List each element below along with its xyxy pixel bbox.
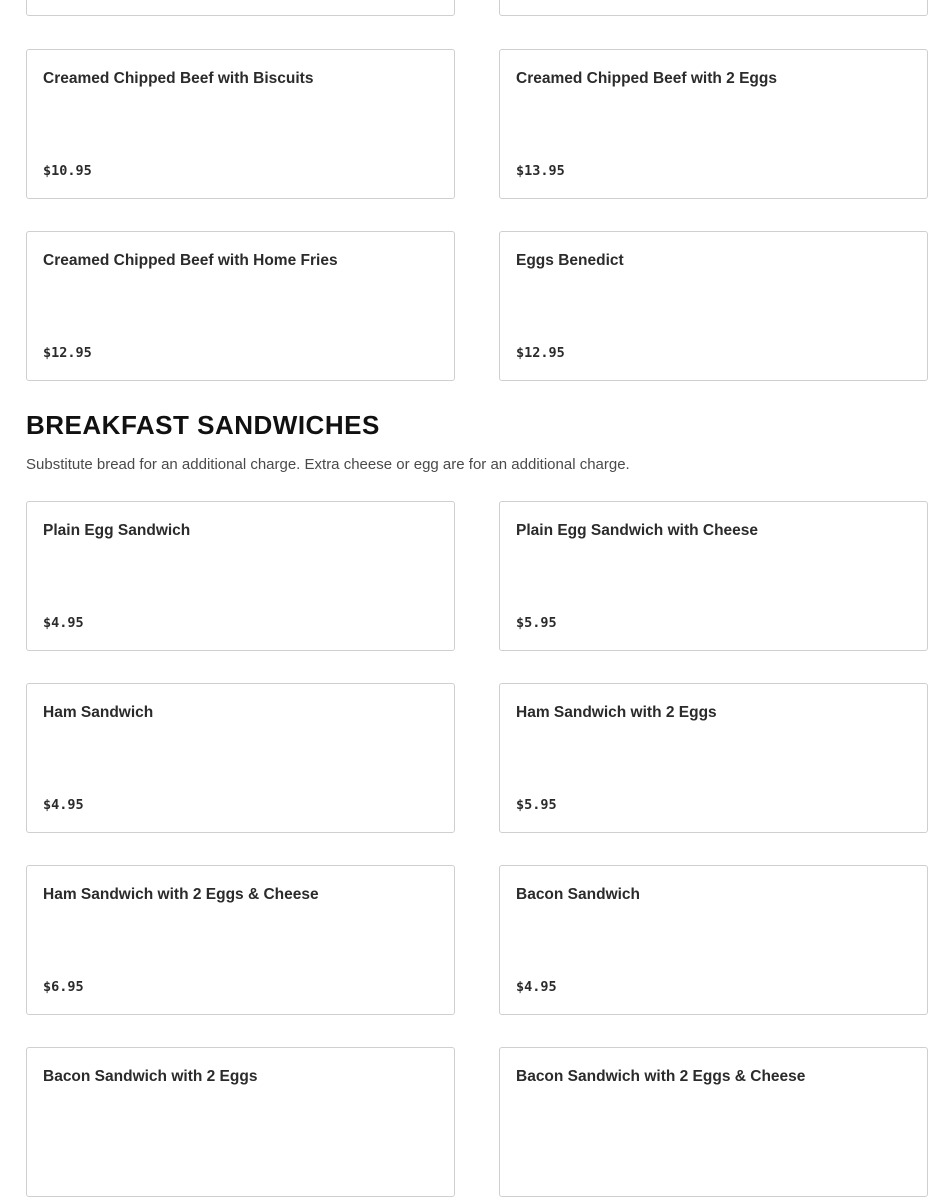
menu-item-name: Bacon Sandwich with 2 Eggs <box>43 1068 258 1085</box>
menu-item-price: $13.95 <box>516 163 565 179</box>
menu-item-name: Plain Egg Sandwich <box>43 522 191 539</box>
menu-item-card[interactable] <box>26 865 455 1015</box>
menu-item-name: Creamed Chipped Beef with Biscuits <box>43 70 314 87</box>
section-title: BREAKFAST SANDWICHES <box>26 410 380 440</box>
menu-item-name: Ham Sandwich <box>43 704 154 721</box>
menu-item-card[interactable] <box>499 49 928 199</box>
menu-item-name: Creamed Chipped Beef with 2 Eggs <box>516 70 777 87</box>
menu-item-card[interactable] <box>26 501 455 651</box>
menu-item-card[interactable] <box>26 0 455 16</box>
menu-item-price: $12.95 <box>43 345 92 361</box>
menu-item-card[interactable] <box>499 0 928 16</box>
menu-item-name: Plain Egg Sandwich with Cheese <box>516 522 759 539</box>
menu-item-name: Creamed Chipped Beef with Home Fries <box>43 252 338 269</box>
menu-item-price: $4.95 <box>516 979 557 995</box>
menu-item-card[interactable] <box>26 231 455 381</box>
menu-item-price: $6.95 <box>43 979 84 995</box>
menu-item-name: Bacon Sandwich <box>516 886 641 903</box>
menu-item-price: $5.95 <box>516 615 557 631</box>
menu-item-name: Bacon Sandwich with 2 Eggs & Cheese <box>516 1068 806 1085</box>
menu-item-card[interactable] <box>499 865 928 1015</box>
menu-item-price: $10.95 <box>43 163 92 179</box>
menu-item-name: Eggs Benedict <box>516 252 624 269</box>
menu-item-card[interactable] <box>499 1047 928 1197</box>
menu-item-card[interactable] <box>26 49 455 199</box>
menu-item-name: Ham Sandwich with 2 Eggs <box>516 704 717 721</box>
menu-item-price: $4.95 <box>43 797 84 813</box>
menu-item-card[interactable] <box>499 683 928 833</box>
section-description: Substitute bread for an additional charge. Extra cheese or egg are for an additional charge. <box>26 456 630 473</box>
menu-item-card[interactable] <box>499 231 928 381</box>
menu-item-price: $4.95 <box>43 615 84 631</box>
menu-item-card[interactable] <box>26 683 455 833</box>
menu-item-name: Ham Sandwich with 2 Eggs & Cheese <box>43 886 319 903</box>
menu-item-price: $12.95 <box>516 345 565 361</box>
menu-item-card[interactable] <box>26 1047 455 1197</box>
menu-item-card[interactable] <box>499 501 928 651</box>
menu-item-price: $5.95 <box>516 797 557 813</box>
